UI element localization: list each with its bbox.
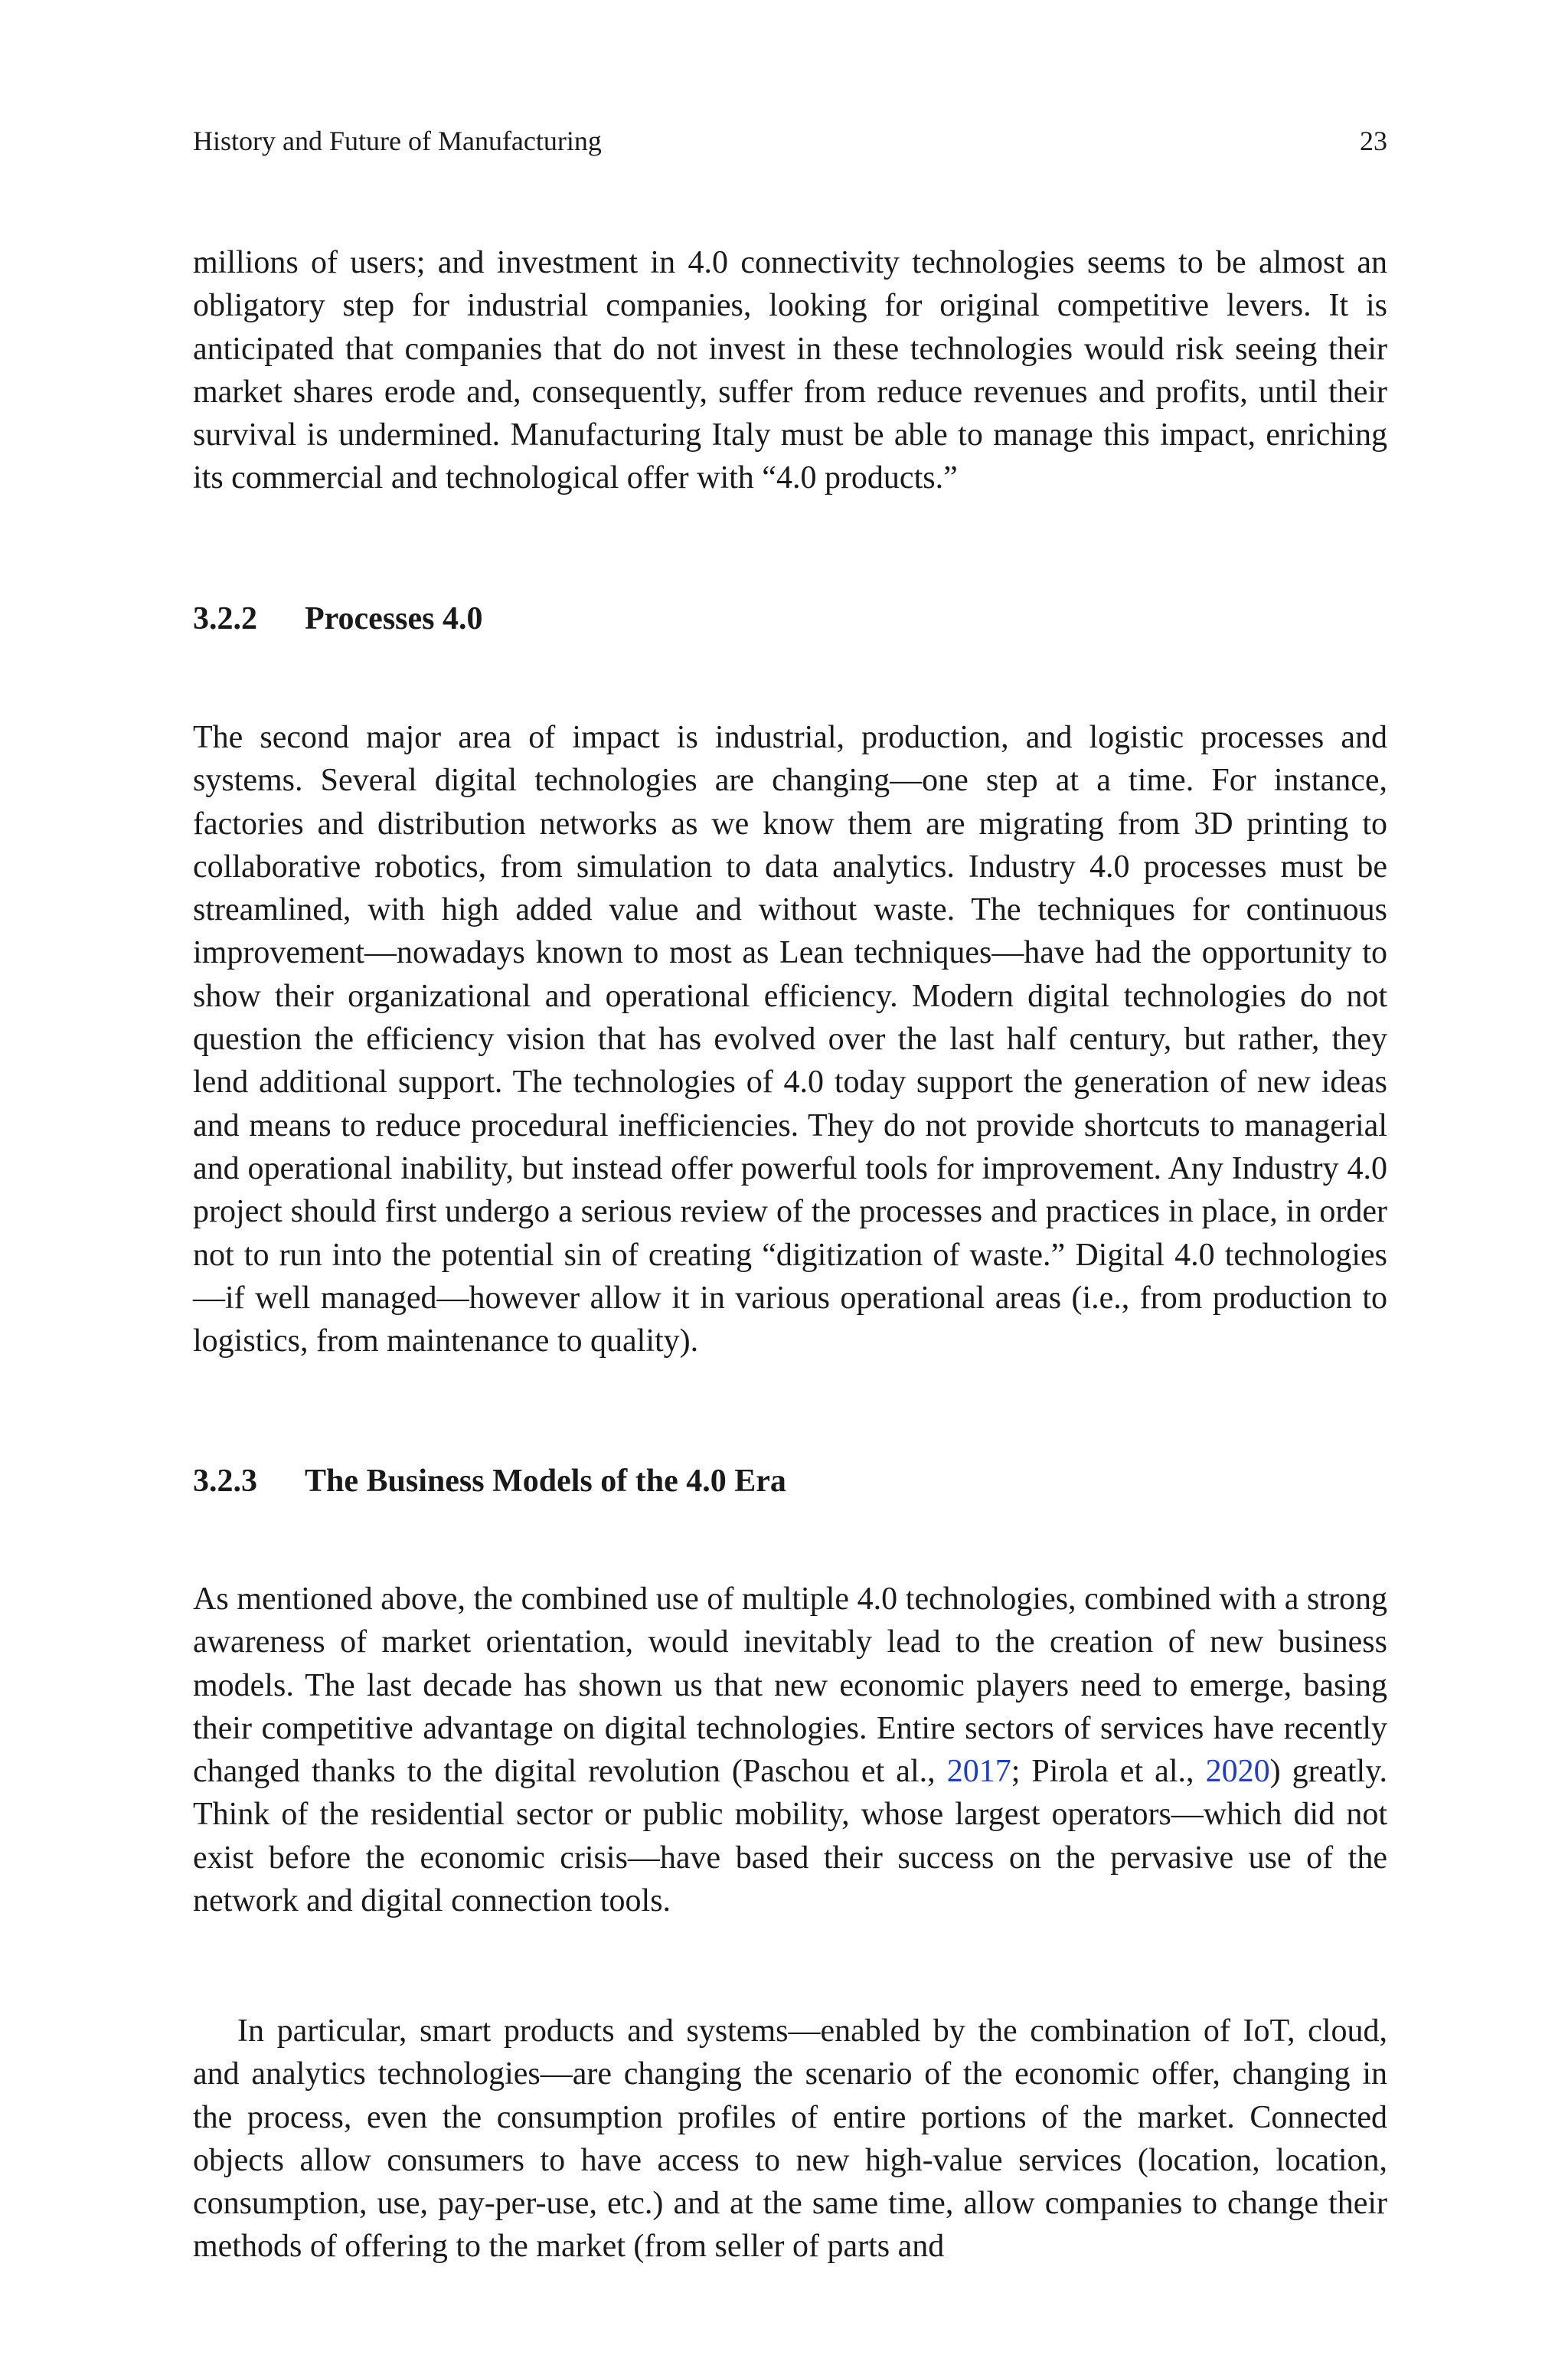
section-title: Processes 4.0 <box>305 601 483 636</box>
section-number: 3.2.3 <box>193 1464 257 1499</box>
paragraph-text: ; Pirola et al., <box>1011 1754 1206 1790</box>
section-number: 3.2.2 <box>193 601 257 636</box>
section-title: The Business Models of the 4.0 Era <box>305 1464 786 1499</box>
page-number: 23 <box>1360 126 1387 156</box>
body-paragraph: In particular, smart products and systems—enabled by the combination of IoT, cloud, and analytics technologies—are changing the scenario of the economic offer, changing in the process, even the consumption profiles of entire portions of the market. Connected objects allow consumers to have access to new high-value services (location, location, consumption, use, pay-per-use, etc.) and at the same time, allow companies to change their methods of offering to the market (from seller of parts and <box>193 2013 1387 2265</box>
body-paragraph: The second major area of impact is industrial, production, and logistic processes and systems. Several digital technologies are changing—one step at a time. For instance, factories and distribution networks as we know them are migrating from 3D printing to collaborative robotics, from simulation to data analytics. Industry 4.0 processes must be streamlined, with high added value and without waste. The techniques for continuous improvement—nowadays known to most as Lean techniques—have had the opportunity to show their organizational and operational efficiency. Modern digital technologies do not question the efficiency vision that has evolved over the last half century, but rather, they lend additional support. The technologies of 4.0 today support the generation of new ideas and means to reduce procedural inefficiencies. They do not provide shortcuts to managerial and operational inability, but instead offer powerful tools for improvement. Any Industry 4.0 project should first undergo a serious review of the processes and practices in place, in order not to run into the potential sin of creating “digitization of waste.” Digital 4.0 technologies—if well managed—however allow it in various operational areas (i.e., from production to logistics, from maintenance to quality). <box>193 720 1387 1359</box>
body-paragraph <box>193 1578 1387 1922</box>
citation-link-2020[interactable]: 2020 <box>1205 1754 1270 1790</box>
paragraph-text: As mentioned above, the combined use of multiple 4.0 technologies, combined with a strong awareness of market orientation, would inevitably lead to the creation of new business models. The last decade has shown us that new economic players need to emerge, basing their competitive advantage on digital technologies. Entire sectors of services have recently changed thanks to the digital revolution (Paschou et al., <box>193 1582 1387 1790</box>
running-head-title: History and Future of Manufacturing <box>193 126 602 156</box>
section-heading-3-2-2 <box>193 597 483 640</box>
citation-link-2017[interactable]: 2017 <box>946 1754 1011 1790</box>
paragraph-text: ) greatly. Think of the residential sector or public mobility, whose largest operators—which did not exist before the economic crisis—have based their success on the pervasive use of the network and digital connection tools. <box>193 1754 1387 1919</box>
body-paragraph: millions of users; and investment in 4.0 connectivity technologies seems to be almost an obligatory step for industrial companies, looking for original competitive levers. It is anticipated that companies that do not invest in these technologies would risk seeing their market shares erode and, consequently, suffer from reduce revenues and profits, until their survival is undermined. Manufacturing Italy must be able to manage this impact, enriching its commercial and technological offer with “4.0 products.” <box>193 245 1387 496</box>
section-heading-3-2-3 <box>193 1460 786 1503</box>
